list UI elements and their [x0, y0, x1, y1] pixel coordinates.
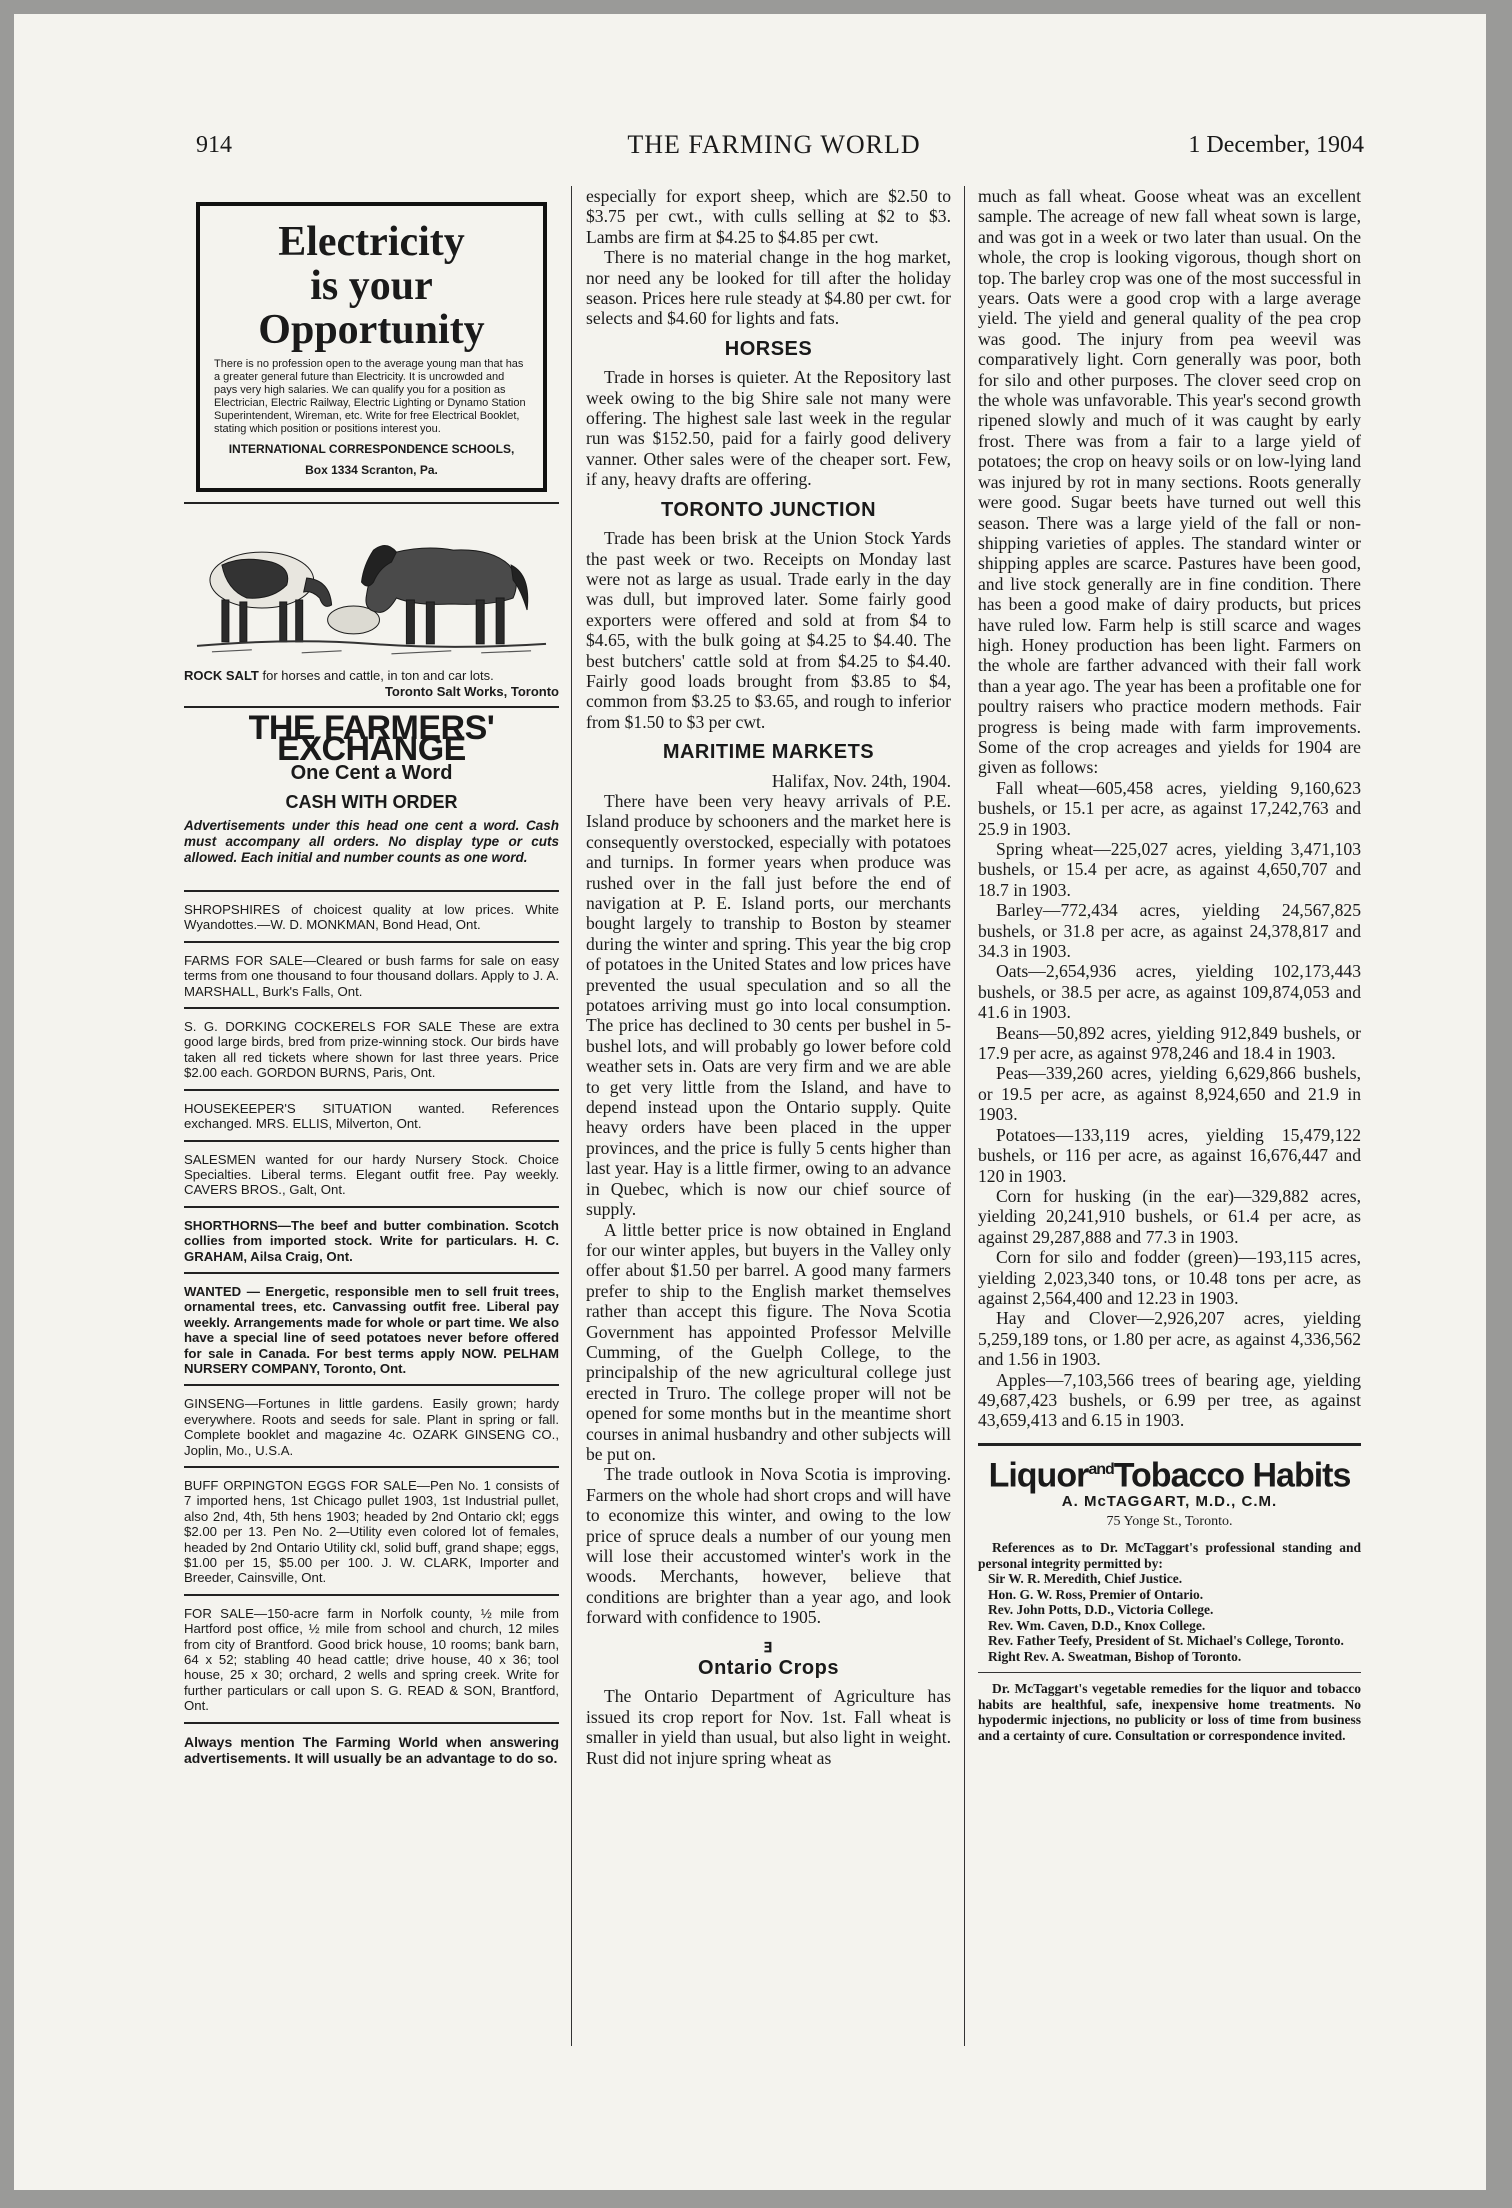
classified-item: HOUSEKEEPER'S SITUATION wanted. References exchanged. MRS. ELLIS, Milverton, Ont.: [184, 1089, 559, 1140]
cattle-horse-illustration: [192, 520, 551, 660]
issue-date: 1 December, 1904: [1188, 132, 1364, 158]
section-heading-horses: HORSES: [724, 337, 813, 360]
paragraph: Trade has been brisk at the Union Stock Yards the past week or two. Receipts on Monday last were not as large as usual. Trade early in the day was dull, but improved later. Some fairly good exporters were offered and sold at from $4 to $4.65, with the bulk going at $4.25 to $4.40. The best butchers' cattle sold at from $4.25 to $4.40. Fairly good loads brought from $3.85 to $4, common from $3.25 to $3.65, and rough to inferior from $1.50 to $3 per cwt.: [586, 528, 951, 732]
classified-item: SALESMEN wanted for our hardy Nursery Stock. Choice Specialties. Liberal terms. Elegant outfit free. Pay weekly. CAVERS BROS., Galt, Ont.: [184, 1140, 559, 1206]
ad-headline-3: Opportunity: [258, 307, 485, 353]
crop-stat: Corn for silo and fodder (green)—193,115 acres, yielding 2,023,340 tons, or 10.48 tons per acre, as against 2,564,400 and 12.23 in 1903.: [978, 1247, 1361, 1308]
ad-headline-2: is your: [310, 263, 433, 309]
crop-stat: Spring wheat—225,027 acres, yielding 3,471,103 bushels, or 15.4 per acre, as against 4,650,707 and 18.7 in 1903.: [978, 839, 1361, 900]
classified-item: FARMS FOR SALE—Cleared or bush farms for sale on easy terms from one thousand to four thousand dollars. Apply to J. A. MARSHALL, Burk's Falls, Ont.: [184, 941, 559, 1007]
paragraph: There is no material change in the hog market, nor need any be looked for till after the holiday season. Prices here rule steady at $4.80 per cwt. for selects and $4.60 for lights and fats.: [586, 247, 951, 329]
ornament: ⱻ: [763, 1635, 774, 1656]
salt-company: Toronto Salt Works, Toronto: [384, 684, 559, 700]
classified-item: SHORTHORNS—The beef and butter combination. Scotch collies from imported stock. Write for particulars. H. C. GRAHAM, Ailsa Craig, Ont.: [184, 1206, 559, 1272]
crop-stat: Corn for husking (in the ear)—329,882 acres, yielding 20,241,910 bushels, or 61.4 per acre, as against 29,287,888 and 77.3 in 1903.: [978, 1185, 1361, 1247]
liquor-ad-body: [978, 1540, 1361, 1743]
classified-item: WANTED — Energetic, responsible men to sell fruit trees, ornamental trees, etc. Canvassing outfit free. Liberal pay weekly. Arrangements made for whole or part time. We also have a special line of seed potatoes never before offered for sale in Canada. For best terms apply NOW. PELHAM NURSERY COMPANY, Toronto, Ont.: [184, 1272, 559, 1384]
reference: Rev. John Potts, D.D., Victoria College.: [988, 1602, 1214, 1618]
rock-salt-ad: ROCK SALT for horses and cattle, in ton and car lots. Toronto Salt Works, Toronto: [184, 668, 559, 700]
crop-stat: Beans—50,892 acres, yielding 912,849 bushels, or 17.9 per acre, as against 978,246 and 18.4 in 1903.: [978, 1022, 1361, 1064]
column-rule: [571, 186, 572, 2046]
newspaper-page: [14, 14, 1486, 2190]
liquor-ad-title: Liquor$^{and}$Tobacco Habits: [988, 1456, 1351, 1495]
rule: [184, 706, 559, 708]
masthead-title: THE FARMING WORLD: [627, 130, 921, 159]
doctor-address: 75 Yonge St., Toronto.: [1106, 1513, 1233, 1529]
crop-stat: Hay and Clover—2,926,207 acres, yielding 5,259,189 tons, or 1.80 per acre, as against 4,336,562 and 1.56 in 1903.: [978, 1308, 1361, 1370]
section-heading-toronto-junction: TORONTO JUNCTION: [660, 498, 877, 521]
middle-column: [586, 186, 951, 1768]
section-heading-maritime: MARITIME MARKETS: [662, 741, 875, 764]
reference: Rev. Father Teefy, President of St. Michael's College, Toronto.: [988, 1633, 1344, 1649]
ad-signature-2: Box 1334 Scranton, Pa.: [305, 463, 438, 477]
section-heading-ontario-crops: Ontario Crops: [698, 1657, 839, 1680]
mention-notice: Always mention The Farming World when answering advertisements. It will usually be an advantage to do so.: [184, 1722, 559, 1766]
classified-item: BUFF ORPINGTON EGGS FOR SALE—Pen No. 1 consists of 7 imported hens, 1st Chicago pullet 1903, 1st Industrial pullet, also 2nd, 4th, 5th hens 1903; headed by 2nd Ontario ckl; eggs $2.00 per 13. Pen No. 2—Utility even colored lot of females, headed by 2nd Ontario Utility ckl, solid buff, grand shape; eggs, $1.00 per 15, $5.00 per 100. J. W. CLARK, Importer and Breeder, Cainsville, Ont.: [184, 1466, 559, 1594]
exchange-rate: One Cent a Word: [290, 762, 453, 785]
classified-item: FOR SALE—150-acre farm in Norfolk county, ½ mile from Hartford post office, ½ mile from school and church, 12 miles from city of Brantford. Good brick house, 10 rooms; bank barn, 64 x 52; stabling 40 head cattle; drive house, 40 x 36; tool house, 25 x 30; orchard, 2 wells and spring creek. Write for further particulars or call upon S. G. READ & SON, Brantford, Ont.: [184, 1594, 559, 1722]
exchange-terms: CASH WITH ORDER: [285, 791, 458, 812]
paragraph: The Ontario Department of Agriculture has issued its crop report for Nov. 1st. Fall wheat is smaller in yield than usual, but also light in weight. Rust did not injure spring wheat as: [586, 1686, 951, 1768]
left-column-ads: [184, 186, 559, 1766]
paragraph: A little better price is now obtained in England for our winter apples, but buyers in the Valley only offer about $1.50 per barrel. A good many farmers prefer to ship to the English market themselves rather than accept this figure. The Nova Scotia Government has appointed Professor Melville Cumming, of the Guelph College, to the principalship of the new agricultural college just erected in Truro. The college proper will not be opened for some months but in the meantime short courses in animal husbandry and other subjects will be put on.: [586, 1219, 951, 1464]
reference: Sir W. R. Meredith, Chief Justice.: [988, 1571, 1183, 1587]
electricity-ad: [196, 202, 547, 492]
right-column: [978, 186, 1361, 1743]
paragraph: much as fall wheat. Goose wheat was an excellent sample. The acreage of new fall wheat sown is large, and was got in a week or two later than usual. On the whole, the crop is looking vigorous, though short on top. The barley crop was one of the most successful in years. Oats were a good crop with a large average yield. The yield and general quality of the pea crop was good. The injury from pea weevil was comparatively light. Corn generally was poor, both for silo and other purposes. The clover seed crop on the whole was unfavorable. This year's second growth ripened slowly and much of it was caught by early frost. There was from a fair to a large yield of potatoes; the crop on heavy soils or on low-lying land was injured by rot in many sections. Roots generally were good. Sugar beets have turned out well this season. There was a large yield of the fall or non-shipping varieties of apples. The standard winter or shipping apples are scarce. Pastures have been good, and live stock generally are in fine condition. There has been a good make of dairy products, but prices have ruled low. Farm help is still scarce and wages high. Honey production has been light. Farmers on the whole are farther advanced with their fall work than a year ago. The year has been a profitable one for poultry raisers who practice modern methods. Fair progress is being made with farm improvements. Some of the crop acreages and yields for 1904 are given as follows:: [978, 186, 1361, 778]
page-number: 914: [196, 132, 232, 158]
references-intro: References as to Dr. McTaggart's professional standing and personal integrity permitted by:: [978, 1540, 1361, 1571]
ad-body: There is no profession open to the average young man that has a greater general future than Electricity. It is uncrowded and pays very high salaries. We can qualify you for a position as Electrician, Electric Railway, Electric Lighting or Dynamo Station Superintendent, Wireman, etc. Write for free Electrical Booklet, stating which position or positions interest you.: [214, 358, 526, 435]
ad-headline-1: Electricity: [278, 219, 465, 265]
reference: Right Rev. A. Sweatman, Bishop of Toronto.: [988, 1648, 1242, 1664]
column-rule: [964, 186, 965, 2046]
liquor-ad-closing: Dr. McTaggart's vegetable remedies for the liquor and tobacco habits are healthful, safe, inexpensive home treatments. No hypodermic injections, no publicity or loss of time from business and a certainty of cure. Consultation or correspondence invited.: [978, 1672, 1361, 1743]
paragraph: especially for export sheep, which are $2.50 to $3.75 per cwt., with culls selling at $2 to $3. Lambs are firm at $4.25 to $4.85 per cwt.: [586, 186, 951, 247]
crop-stat: Peas—339,260 acres, yielding 6,629,866 bushels, or 19.5 per acre, as against 8,924,650 and 21.9 in 1903.: [978, 1063, 1361, 1125]
classified-item: S. G. DORKING COCKERELS FOR SALE These are extra good large birds, bred from prize-winning stock. Our birds have taken all red tickets where shown for last three years. Price $2.00 each. GORDON BURNS, Paris, Ont.: [184, 1007, 559, 1089]
reference: Hon. G. W. Ross, Premier of Ontario.: [988, 1586, 1204, 1602]
classified-item: GINSENG—Fortunes in little gardens. Easily grown; hardy everywhere. Roots and seeds for sale. Plant in spring or fall. Complete booklet and magazine 4c. OZARK GINSENG CO., Joplin, Mo., U.S.A.: [184, 1384, 559, 1466]
dateline: Halifax, Nov. 24th, 1904.: [771, 770, 951, 791]
crop-stat: Fall wheat—605,458 acres, yielding 9,160,623 bushels, or 15.1 per acre, as against 17,242,763 and 25.9 in 1903.: [978, 777, 1361, 839]
ad-signature-1: INTERNATIONAL CORRESPONDENCE SCHOOLS,: [228, 442, 515, 456]
classified-item: SHROPSHIRES of choicest quality at low prices. White Wyandottes.—W. D. MONKMAN, Bond Head, Ont.: [184, 890, 559, 941]
crop-stat: Potatoes—133,119 acres, yielding 15,479,122 bushels, or 116 per acre, as against 16,676,447 and 120 in 1903.: [978, 1124, 1361, 1186]
crop-stat: Oats—2,654,936 acres, yielding 102,173,443 bushels, or 38.5 per acre, as against 109,874,053 and 41.6 in 1903.: [978, 961, 1361, 1023]
doctor-name: A. McTAGGART, M.D., C.M.: [1061, 1492, 1278, 1510]
liquor-tobacco-ad: [978, 1443, 1361, 1744]
reference: Rev. Wm. Caven, D.D., Knox College.: [988, 1617, 1206, 1633]
exchange-title: THE FARMERS' EXCHANGE: [248, 709, 495, 768]
paragraph: The trade outlook in Nova Scotia is improving. Farmers on the whole had short crops and will have to economize this winter, and owing to the low price of spruce deals a number of our young men will lose their accustomed winter's work in the woods. Merchants, however, believe that conditions are brighter than a year ago, and look forward with confidence to 1905.: [586, 1464, 951, 1628]
paragraph: Trade in horses is quieter. At the Repository last week owing to the big Shire sale not many were offering. The highest sale last week in the regular run was $152.50, paid for a fairly good delivery vanner. Other sales were of the cheaper sort. Few, if any, heavy drafts are offering.: [586, 367, 951, 490]
crop-stat: Apples—7,103,566 trees of bearing age, yielding 49,687,423 bushels, or 6.99 per tree, as against 43,659,413 and 6.15 in 1903.: [978, 1369, 1361, 1431]
exchange-note: Advertisements under this head one cent a word. Cash must accompany all orders. No display type or cuts allowed. Each initial and number counts as one word.: [184, 818, 559, 866]
rule: [184, 502, 559, 504]
page-header: [184, 122, 1364, 162]
crop-stat: Barley—772,434 acres, yielding 24,567,825 bushels, or 31.8 per acre, as against 24,378,817 and 34.3 in 1903.: [978, 900, 1361, 962]
paragraph: There have been very heavy arrivals of P.E. Island produce by schooners and the market here is consequently overstocked, especially with potatoes and turnips. In former years when produce was rushed over in the fall just before the end of navigation at P. E. Island ports, our merchants bought largely to tranship to Boston by steamer during the winter and spring. This year the big crop of potatoes in the United States and low prices have prevented the usual speculation and so all the potatoes arriving must go into local consumption. The price has declined to 30 cents per bushel in 5-bushel lots, and will probably go lower before cold weather sets in. Oats are very firm and we are able to get very little from the Island, and have to depend instead upon the Ontario supply. Quite heavy orders have been placed in the upper provinces, and the price is fully 5 cents higher than last year. Hay is a little firmer, owing to an advance in Quebec, which is now our chief source of supply.: [586, 790, 951, 1220]
